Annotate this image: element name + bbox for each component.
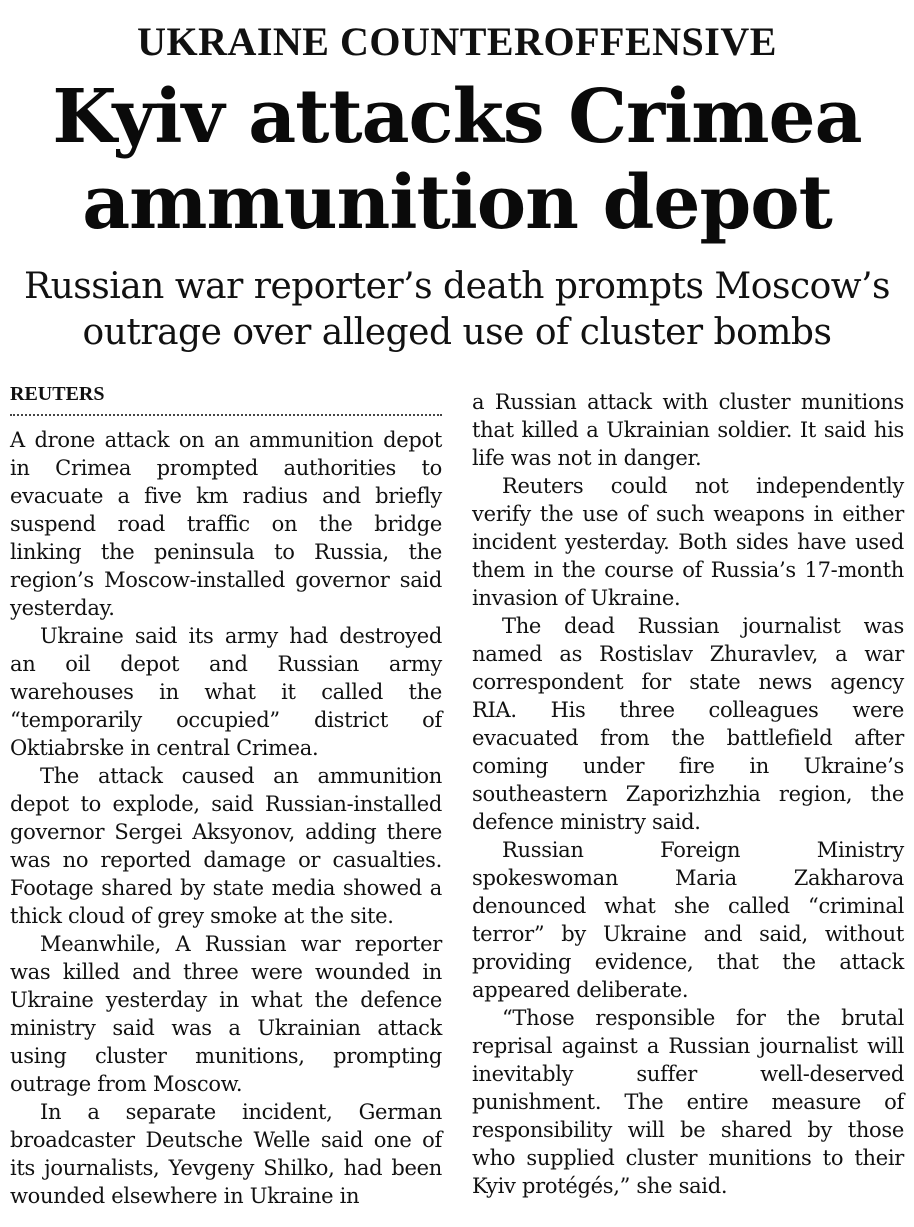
- paragraph: a Russian attack with cluster munitions that killed a Ukrainian soldier. It said his life was not in danger.: [472, 390, 904, 470]
- paragraph: A drone attack on an ammunition depot in Crimea prompted authorities to evacuate a five km radius and briefly suspend road traffic on the bridge linking the peninsula to Russia, the region’s Moscow-installed governor said yesterday.: [10, 428, 442, 620]
- article-column-right: [472, 388, 904, 1200]
- paragraph: Russian Foreign Ministry spokeswoman Maria Zakharova denounced what she called “criminal terror” by Ukraine and said, without providing evidence, that the attack appeared deliberate.: [472, 838, 904, 1002]
- paragraph: The attack caused an ammunition depot to explode, said Russian-installed governor Sergei Aksyonov, adding there was no reported damage or casualties. Footage shared by state media showed a thick cloud of grey smoke at the site.: [10, 764, 442, 928]
- standfirst-line: Russian war reporter’s death prompts Moscow’s: [23, 266, 891, 307]
- paragraph: Ukraine said its army had destroyed an oil depot and Russian army warehouses in what it called the “temporarily occupied” district of Oktiabrske in central Crimea.: [10, 624, 442, 760]
- paragraph: “Those responsible for the brutal reprisal against a Russian journalist will inevitably suffer well-deserved punishment. The entire measure of responsibility will be shared by those who supplied cluster munitions to their Kyiv protégés,” she said.: [472, 1006, 904, 1198]
- paragraph: Meanwhile, A Russian war reporter was killed and three were wounded in Ukraine yesterday in what the defence ministry said was a Ukrainian attack using cluster munitions, prompting outrage from Moscow.: [10, 932, 442, 1096]
- section-kicker: UKRAINE COUNTEROFFENSIVE: [137, 19, 777, 64]
- paragraph: In a separate incident, German broadcaster Deutsche Welle said one of its journalists, Yevgeny Shilko, had been wounded elsewhere in Ukraine in: [10, 1100, 442, 1208]
- paragraph: The dead Russian journalist was named as Rostislav Zhuravlev, a war correspondent for state news agency RIA. His three colleagues were evacuated from the battlefield after coming under fire in Ukraine’s southeastern Zaporizhzhia region, the defence ministry said.: [472, 614, 904, 834]
- headline-line: ammunition depot: [82, 160, 832, 246]
- article-column-left: [10, 380, 442, 1210]
- paragraph: Reuters could not independently verify the use of such weapons in either incident yesterday. Both sides have used them in the course of Russia’s 17-month invasion of Ukraine.: [472, 474, 904, 610]
- headline-line: Kyiv attacks Crimea: [52, 74, 862, 160]
- standfirst-line: outrage over alleged use of cluster bombs: [82, 312, 832, 353]
- headline: [0, 74, 914, 246]
- byline: REUTERS: [10, 383, 105, 405]
- dotted-divider: [10, 414, 442, 416]
- standfirst: [0, 264, 914, 356]
